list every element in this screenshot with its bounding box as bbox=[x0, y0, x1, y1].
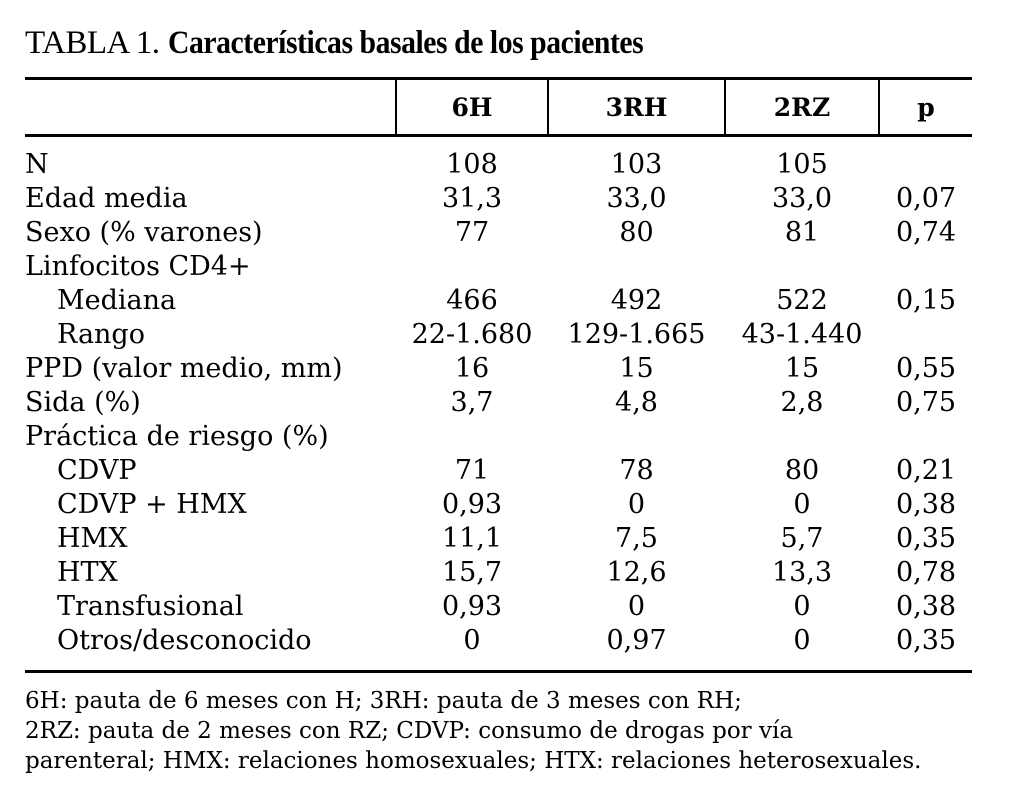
table-cell: 3,7 bbox=[450, 387, 494, 418]
table-cell: 0 bbox=[793, 625, 811, 656]
row-label: Linfocitos CD4+ bbox=[25, 251, 251, 282]
table-cell: 5,7 bbox=[780, 523, 824, 554]
table-cell: 71 bbox=[454, 455, 490, 486]
table-cell: 81 bbox=[784, 217, 820, 248]
table-cell: 0,78 bbox=[895, 557, 957, 588]
table-row bbox=[0, 250, 1024, 284]
table-cell: 80 bbox=[784, 455, 820, 486]
row-label: Práctica de riesgo (%) bbox=[25, 421, 329, 452]
table-cell: 0,93 bbox=[441, 591, 503, 622]
table-cell: 0,15 bbox=[895, 285, 957, 316]
table-cell: 466 bbox=[446, 285, 498, 316]
table-cell: 15 bbox=[784, 353, 820, 384]
table-cell: 0,07 bbox=[895, 183, 957, 214]
row-label: Sida (%) bbox=[25, 387, 141, 418]
table-cell: 33,0 bbox=[606, 183, 667, 214]
table-cell: 492 bbox=[610, 285, 663, 316]
table-cell: 11,1 bbox=[441, 523, 503, 554]
table-cell: 129-1.665 bbox=[567, 319, 706, 350]
table-row bbox=[0, 318, 1024, 352]
table-cell: 31,3 bbox=[441, 183, 503, 214]
row-label: Rango bbox=[57, 319, 145, 350]
row-label: CDVP bbox=[57, 455, 137, 486]
table-cell: 33,0 bbox=[771, 183, 833, 214]
table-row bbox=[0, 420, 1024, 454]
table-row bbox=[0, 454, 1024, 488]
table-row bbox=[0, 148, 1024, 182]
table-cell: 108 bbox=[446, 149, 498, 180]
table-cell: 105 bbox=[776, 149, 828, 180]
table-cell: 15 bbox=[619, 353, 654, 384]
footnote-line: 6H: pauta de 6 meses con H; 3RH: pauta de 3 meses con RH; bbox=[25, 688, 742, 714]
column-header-p: p bbox=[917, 93, 935, 122]
table-cell: 103 bbox=[610, 149, 663, 180]
table-cell: 0,74 bbox=[895, 217, 957, 248]
table-cell: 2,8 bbox=[780, 387, 824, 418]
column-header-3rh: 3RH bbox=[605, 93, 668, 122]
footnote-line: 2RZ: pauta de 2 meses con RZ; CDVP: consumo de drogas por vía bbox=[25, 718, 794, 744]
table-cell: 7,5 bbox=[615, 523, 658, 554]
table-row bbox=[0, 488, 1024, 522]
table-cell: 78 bbox=[619, 455, 654, 486]
table-cell: 22-1.680 bbox=[411, 319, 533, 350]
table-row bbox=[0, 624, 1024, 658]
table-cell: 0 bbox=[627, 489, 646, 520]
table-cell: 0,55 bbox=[895, 353, 957, 384]
table-caption: Características basales de los pacientes bbox=[167, 25, 643, 61]
column-header-6h: 6H bbox=[451, 93, 493, 122]
table-row bbox=[0, 216, 1024, 250]
table-footnote bbox=[25, 686, 985, 776]
table-row bbox=[0, 182, 1024, 216]
table-row bbox=[0, 386, 1024, 420]
table-cell: 0,38 bbox=[895, 591, 957, 622]
table-cell: 0 bbox=[627, 591, 646, 622]
table-cell: 0,21 bbox=[895, 455, 957, 486]
row-label: HMX bbox=[57, 523, 128, 554]
table-cell: 0 bbox=[793, 591, 811, 622]
row-label: N bbox=[25, 149, 49, 180]
table-cell: 0 bbox=[463, 625, 481, 656]
table-cell: 4,8 bbox=[615, 387, 658, 418]
column-header-2rz: 2RZ bbox=[773, 93, 831, 122]
row-label: Transfusional bbox=[57, 591, 244, 622]
table-title bbox=[25, 20, 696, 66]
table-bottom-rule bbox=[25, 670, 972, 673]
table-cell: 0,35 bbox=[895, 523, 957, 554]
row-label: Sexo (% varones) bbox=[25, 217, 263, 248]
table-cell: 0,35 bbox=[895, 625, 957, 656]
row-label: Edad media bbox=[25, 183, 188, 214]
table-cell: 13,3 bbox=[771, 557, 833, 588]
row-label: Otros/desconocido bbox=[57, 625, 312, 656]
table-cell: 80 bbox=[619, 217, 654, 248]
table-cell: 12,6 bbox=[606, 557, 667, 588]
table-cell: 15,7 bbox=[441, 557, 503, 588]
table-cell: 0,97 bbox=[606, 625, 667, 656]
table-cell: 43-1.440 bbox=[741, 319, 863, 350]
table-row bbox=[0, 556, 1024, 590]
table-row bbox=[0, 284, 1024, 318]
row-label: PPD (valor medio, mm) bbox=[25, 353, 343, 384]
table-row bbox=[0, 590, 1024, 624]
table-number: TABLA 1. bbox=[25, 25, 160, 61]
table-cell: 522 bbox=[776, 285, 828, 316]
table-row bbox=[0, 352, 1024, 386]
table-cell: 0,93 bbox=[441, 489, 503, 520]
table-cell: 0,38 bbox=[895, 489, 957, 520]
table-cell: 0 bbox=[793, 489, 811, 520]
table-row bbox=[0, 522, 1024, 556]
row-label: Mediana bbox=[57, 285, 177, 316]
table-cell: 0,75 bbox=[895, 387, 957, 418]
row-label: HTX bbox=[57, 557, 118, 588]
table-cell: 16 bbox=[454, 353, 490, 384]
footnote-line: parenteral; HMX: relaciones homosexuales; HTX: relaciones heterosexuales. bbox=[25, 748, 922, 774]
table-cell: 77 bbox=[454, 217, 490, 248]
row-label: CDVP + HMX bbox=[57, 489, 247, 520]
